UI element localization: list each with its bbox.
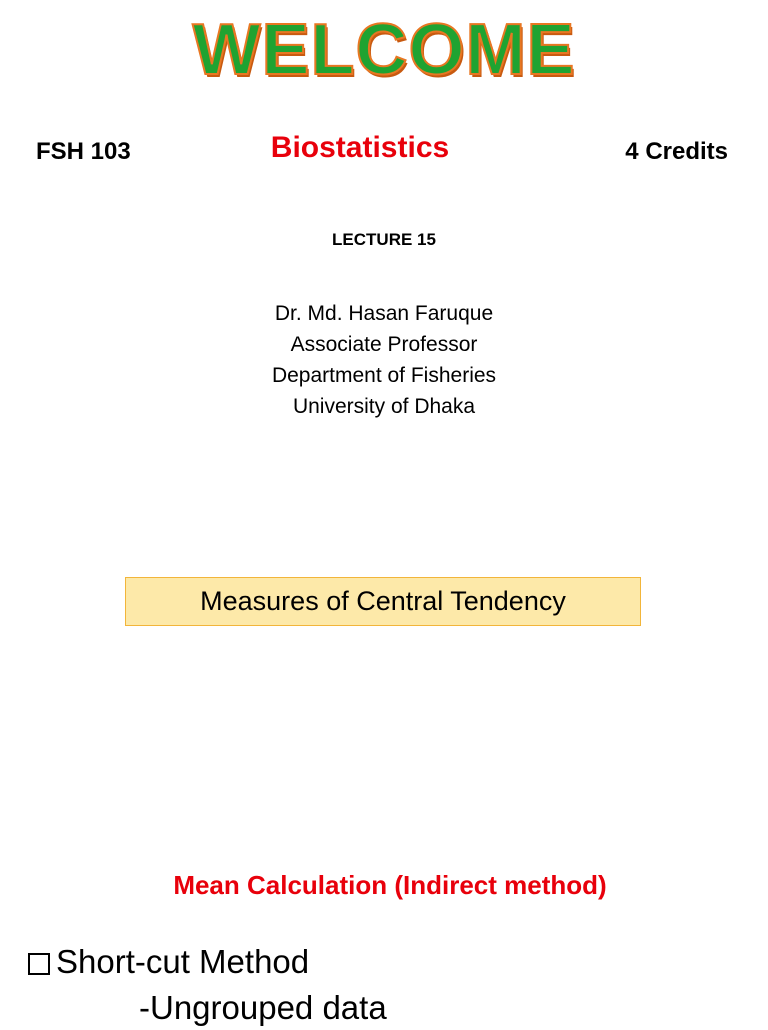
instructor-block (0, 298, 768, 422)
lecture-number: LECTURE 15 (332, 230, 436, 249)
section-title: Mean Calculation (Indirect method) (173, 870, 607, 900)
course-title: Biostatistics (270, 131, 450, 164)
checkbox-bullet-icon (28, 953, 50, 975)
course-code: FSH 103 (36, 138, 131, 165)
instructor-name: Dr. Md. Hasan Faruque (274, 302, 494, 325)
topic-box: Measures of Central Tendency (125, 577, 641, 626)
bullet-text: Short-cut Method (56, 943, 310, 980)
instructor-university: University of Dhaka (292, 395, 476, 418)
bullet-item (28, 940, 309, 984)
course-credits: 4 Credits (625, 138, 728, 165)
welcome-heading: WELCOME (192, 10, 576, 90)
instructor-department: Department of Fisheries (271, 364, 497, 387)
sub-item: -Ungrouped data (139, 989, 387, 1026)
instructor-position: Associate Professor (290, 333, 478, 356)
